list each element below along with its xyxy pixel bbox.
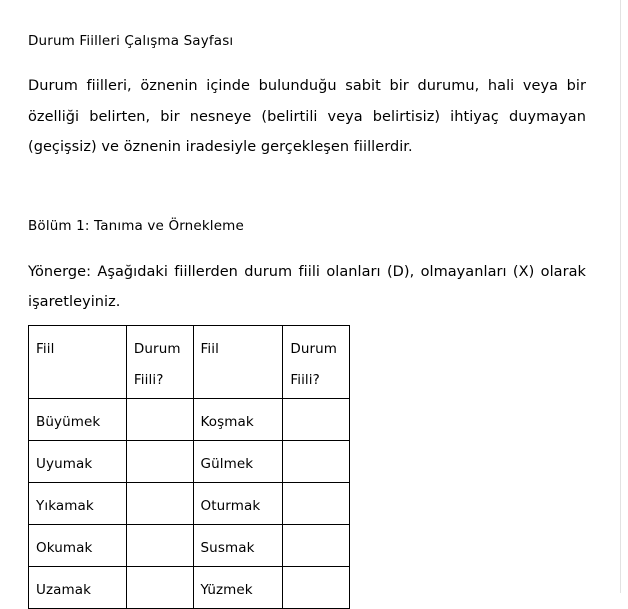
cell-verb-a: Uzamak: [29, 567, 127, 609]
header-mark-column-a: [126, 326, 193, 399]
table-row: [29, 441, 350, 483]
cell-answer-a[interactable]: [126, 525, 193, 567]
header-mark-a-line1: Durum: [133, 341, 181, 357]
cell-verb-b: Yüzmek: [193, 567, 283, 609]
cell-answer-b[interactable]: [283, 483, 350, 525]
header-mark-a-line2: Fiili?: [133, 372, 164, 388]
cell-verb-b: Susmak: [193, 525, 283, 567]
page-right-edge: [620, 0, 628, 593]
table-header-row: [29, 326, 350, 399]
cell-verb-b: Gülmek: [193, 441, 283, 483]
table-row: [29, 483, 350, 525]
header-mark-column-b: [283, 326, 350, 399]
table-row: [29, 399, 350, 441]
cell-answer-b[interactable]: [283, 567, 350, 609]
verb-classification-table: [28, 325, 350, 609]
cell-verb-b: Oturmak: [193, 483, 283, 525]
cell-answer-b[interactable]: [283, 399, 350, 441]
header-mark-b-line1: Durum: [290, 341, 338, 357]
cell-answer-a[interactable]: [126, 483, 193, 525]
header-verb-column-a: Fiil: [29, 326, 127, 399]
paragraph-spacer: [28, 163, 586, 215]
table-row: [29, 525, 350, 567]
table-row: [29, 567, 350, 609]
cell-verb-b: Koşmak: [193, 399, 283, 441]
section-1-heading: Bölüm 1: Tanıma ve Örnekleme: [28, 217, 244, 234]
definition-paragraph: Durum fiilleri, öznenin içinde bulunduğu sabit bir durumu, hali veya bir özelliği belirten, bir nesneye (belirtili veya belirtisiz) ihtiyaç duymayan (geçişsiz) ve öznenin iradesiyle gerçekleşen fiillerdir.: [28, 78, 586, 155]
cell-answer-a[interactable]: [126, 567, 193, 609]
cell-answer-a[interactable]: [126, 441, 193, 483]
cell-verb-a: Okumak: [29, 525, 127, 567]
worksheet-title: Durum Fiilleri Çalışma Sayfası: [28, 33, 234, 49]
header-verb-column-b: Fiil: [193, 326, 283, 399]
cell-verb-a: Uyumak: [29, 441, 127, 483]
instruction-paragraph: Yönerge: Aşağıdaki fiillerden durum fiili olanları (D), olmayanları (X) olarak işaretleyiniz.: [28, 263, 586, 310]
header-mark-b-line2: Fiili?: [290, 372, 320, 388]
document-content: [28, 30, 586, 318]
cell-verb-a: Yıkamak: [29, 483, 127, 525]
cell-answer-b[interactable]: [283, 525, 350, 567]
cell-answer-b[interactable]: [283, 441, 350, 483]
cell-verb-a: Büyümek: [29, 399, 127, 441]
cell-answer-a[interactable]: [126, 399, 193, 441]
